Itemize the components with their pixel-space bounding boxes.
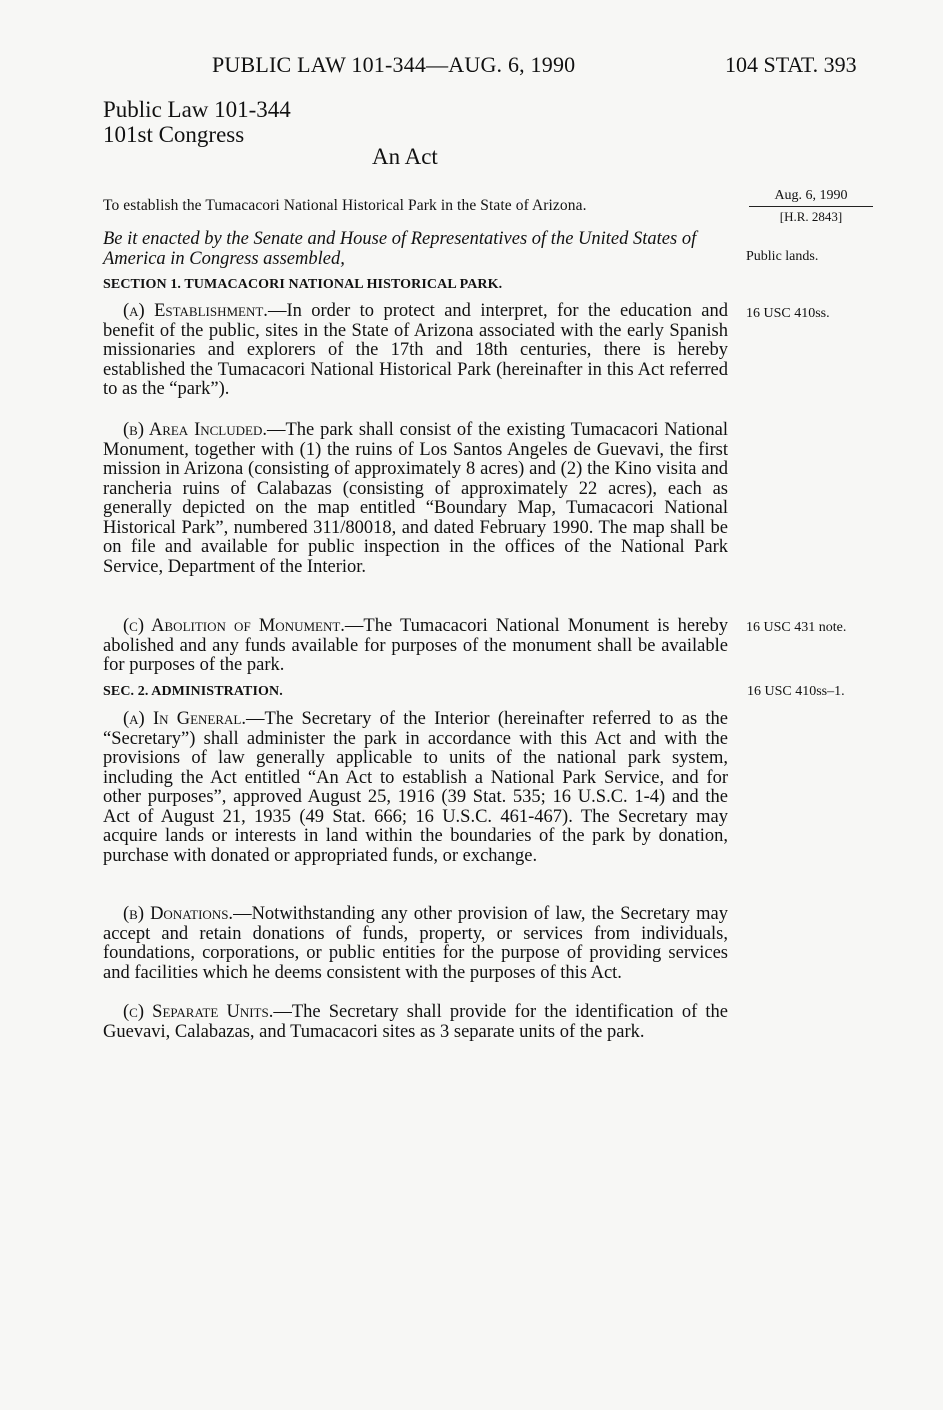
paragraph-text: —The park shall consist of the existing Tumacacori National Monument, together with (1) the ruins of Los Santos Angeles de Guevavi, the first mission in Arizona (consisting of approximately 8 acres) and (2) the Kino visita and rancheria ruins of Calabazas (consisting of approximately 22 acres), each as generally depicted on the map entitled “Boundary Map, Tumacacori National Historical Park”, numbered 311/80018, and dated February 1990. The map shall be on file and available for public inspection in the offices of the National Park Service, Department of the Interior. [103,420,729,577]
statute-page-number: 104 STAT. 393 [725,52,857,77]
enacting-clause: Be it enacted by the Senate and House of Representatives of the United States of America in Congress assembled, [103,229,697,269]
margin-note-public-lands: Public lands. [746,249,819,264]
margin-bill-number: [H.R. 2843] [779,209,843,224]
section-1-heading: SECTION 1. TUMACACORI NATIONAL HISTORICAL PARK. [103,277,503,292]
act-title: An Act [372,144,438,169]
section-1-paragraph-c [103,617,728,676]
running-head: PUBLIC LAW 101-344—AUG. 6, 1990 [212,52,576,77]
paragraph-text: —Notwithstanding any other provision of law, the Secretary may accept and retain donations of funds, property, or services from individuals, foundations, corporations, or public entities for the purpose of providing services and facilities which he deems consistent with the purposes of this Act. [103,904,728,983]
paragraph-text: —The Tumacacori National Monument is hereby abolished and any funds available for purposes of the monument shall be available for purposes of the park. [103,616,728,675]
margin-date-block [749,188,873,225]
margin-note-16-usc-431-note: 16 USC 431 note. [746,620,847,635]
section-2-heading: SEC. 2. ADMINISTRATION. [103,684,283,699]
purpose-statement: To establish the Tumacacori National Historical Park in the State of Arizona. [103,197,587,214]
paragraph-text: —In order to protect and interpret, for the education and benefit of the public, sites in the State of Arizona associated with the early Spanish missionaries and explorers of the 17th and 18th centuries, there is hereby established the Tumacacori National Historical Park (hereinafter in this Act referred to as the “park”). [103,301,728,399]
section-2-paragraph-a [103,710,728,866]
paragraph-heading: (b) Area Included. [123,420,267,440]
margin-note-16-usc-410ss: 16 USC 410ss. [746,306,830,321]
section-2-paragraph-c [103,1003,728,1042]
section-1-paragraph-a [103,302,728,400]
margin-note-16-usc-410ss-1: 16 USC 410ss–1. [747,684,845,699]
paragraph-text: —The Secretary shall provide for the identification of the Guevavi, Calabazas, and Tumacacori sites as 3 separate units of the park. [103,1002,728,1042]
section-2-paragraph-b [103,905,728,983]
section-1-paragraph-b [103,421,728,577]
paragraph-heading: (b) Donations. [123,904,234,924]
paragraph-heading: (a) Establishment. [123,301,268,321]
paragraph-heading: (a) In General. [123,709,247,729]
public-law-number: Public Law 101-344 [103,97,291,122]
paragraph-heading: (c) Separate Units. [123,1002,274,1022]
paragraph-heading: (c) Abolition of Monument. [123,616,345,636]
congress-number: 101st Congress [103,122,245,147]
paragraph-text: —The Secretary of the Interior (hereinafter referred to as the “Secretary”) shall administer the park in accordance with this Act and with the provisions of law generally applicable to units of the national park system, including the Act entitled “An Act to establish a National Park Service, and for other purposes”, approved August 25, 1916 (39 Stat. 535; 16 U.S.C. 1-4) and the Act of August 21, 1935 (49 Stat. 666; 16 U.S.C. 461-467). The Secretary may acquire lands or interests in land within the boundaries of the park by donation, purchase with donated or appropriated funds, or exchange. [103,709,729,866]
margin-date: Aug. 6, 1990 [749,188,873,207]
